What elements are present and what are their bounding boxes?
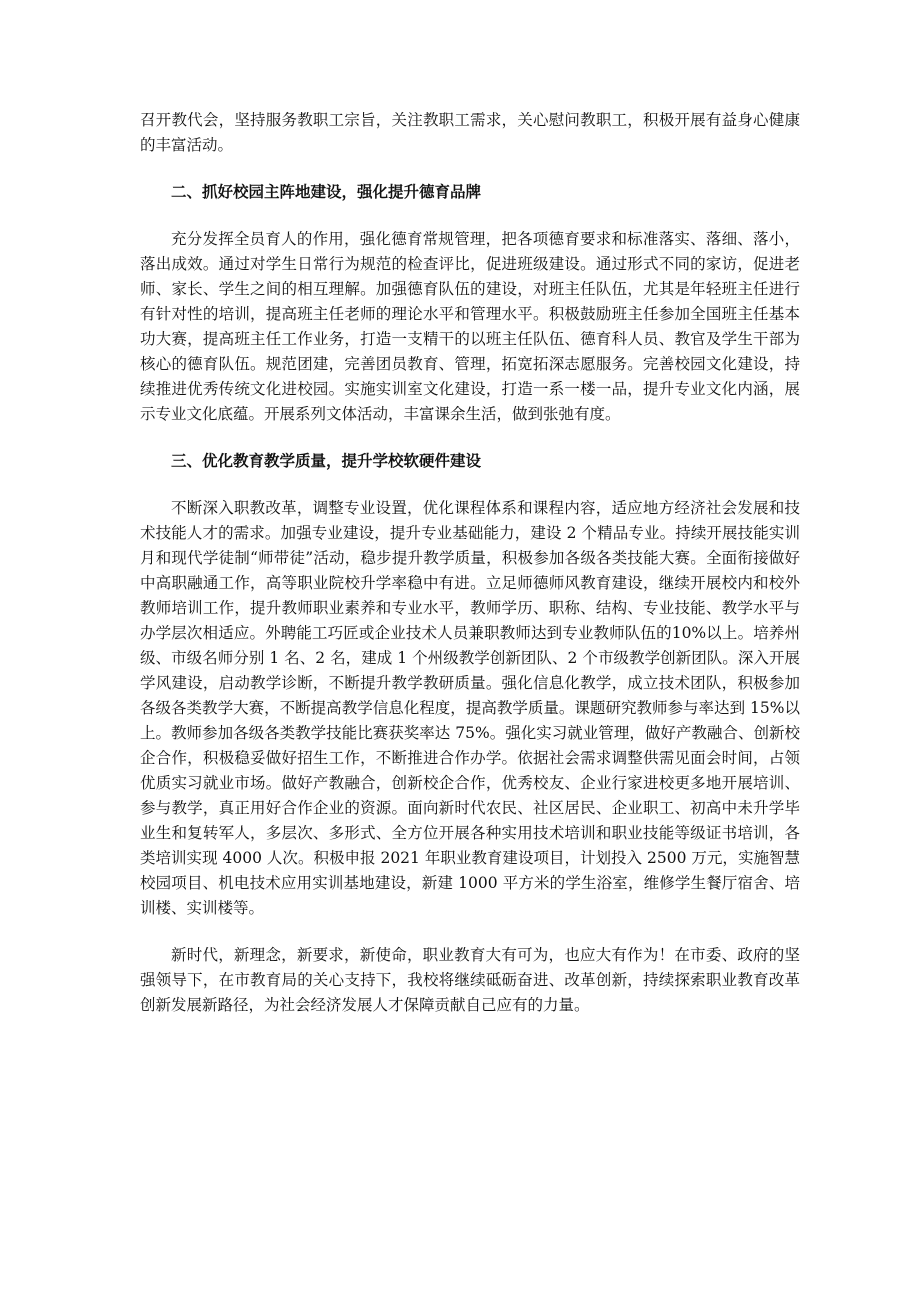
intro-paragraph: 召开教代会，坚持服务教职工宗旨，关注教职工需求，关心慰问教职工，积极开展有益身心健康的丰富活动。 <box>140 111 800 154</box>
section-paragraph-2: 充分发挥全员育人的作用，强化德育常规管理，把各项德育要求和标准落实、落细、落小，落出成效。通过对学生日常行为规范的检查评比，促进班级建设。通过形式不同的家访，促进老师、家长、学生之间的相互理解。加强德育队伍的建设，对班主任队伍，尤其是年轻班主任进行有针对性的培训，提高班主任老师的理论水平和管理水平。积极鼓励班主任参加全国班主任基本功大赛，提高班主任工作业务，打造一支精干的以班主任队伍、德育科人员、教官及学生干部为核心的德育队伍。规范团建，完善团员教育、管理，拓宽拓深志愿服务。完善校园文化建设，持续推进优秀传统文化进校园。实施实训室文化建设，打造一系一楼一品，提升专业文化内涵，展示专业文化底蕴。开展系列文体活动，丰富课余生活，做到张弛有度。 <box>140 230 800 423</box>
section-heading-2: 二、抓好校园主阵地建设，强化提升德育品牌 <box>171 183 482 201</box>
closing-paragraph: 新时代，新理念，新要求，新使命，职业教育大有可为，也应大有作为！在市委、政府的坚强领导下，在市教育局的关心支持下，我校将继续砥砺奋进、改革创新，持续探索职业教育改革创新发展新路径，为社会经济发展人才保障贡献自己应有的力量。 <box>140 946 800 1014</box>
document-body <box>140 108 800 1018</box>
section-heading-3: 三、优化教育教学质量，提升学校软硬件建设 <box>171 452 482 470</box>
section-paragraph-3: 不断深入职教改革，调整专业设置，优化课程体系和课程内容，适应地方经济社会发展和技术技能人才的需求。加强专业建设，提升专业基础能力，建设 2 个精品专业。持续开展技能实训月和现代学徒制“师带徒”活动，稳步提升教学质量，积极参加各级各类技能大赛。全面衔接做好中高职融通工作，高等职业院校升学率稳中有进。立足师德师风教育建设，继续开展校内和校外教师培训工作，提升教师职业素养和专业水平，教师学历、职称、结构、专业技能、教学水平与办学层次相适应。外聘能工巧匠或企业技术人员兼职教师达到专业教师队伍的10%以上。培养州级、市级名师分别 1 名、2 名，建成 1 个州级教学创新团队、2 个市级教学创新团队。深入开展学风建设，启动教学诊断，不断提升教学教研质量。强化信息化教学，成立技术团队，积极参加各级各类教学大赛，不断提高教学信息化程度，提高教学质量。课题研究教师参与率达到 15%以上。教师参加各级各类教学技能比赛获奖率达 75%。强化实习就业管理，做好产教融合、创新校企合作，积极稳妥做好招生工作，不断推进合作办学。依据社会需求调整供需见面会时间，占领优质实习就业市场。做好产教融合，创新校企合作，优秀校友、企业行家进校更多地开展培训、参与教学，真正用好合作企业的资源。面向新时代农民、社区居民、企业职工、初高中未升学毕业生和复转军人，多层次、多形式、全方位开展各种实用技术培训和职业技能等级证书培训，各类培训实现 4000 人次。积极申报 2021 年职业教育建设项目，计划投入 2500 万元，实施智慧校园项目、机电技术应用实训基地建设，新建 1000 平方米的学生浴室，维修学生餐厅宿舍、培训楼、实训楼等。 <box>140 499 800 917</box>
